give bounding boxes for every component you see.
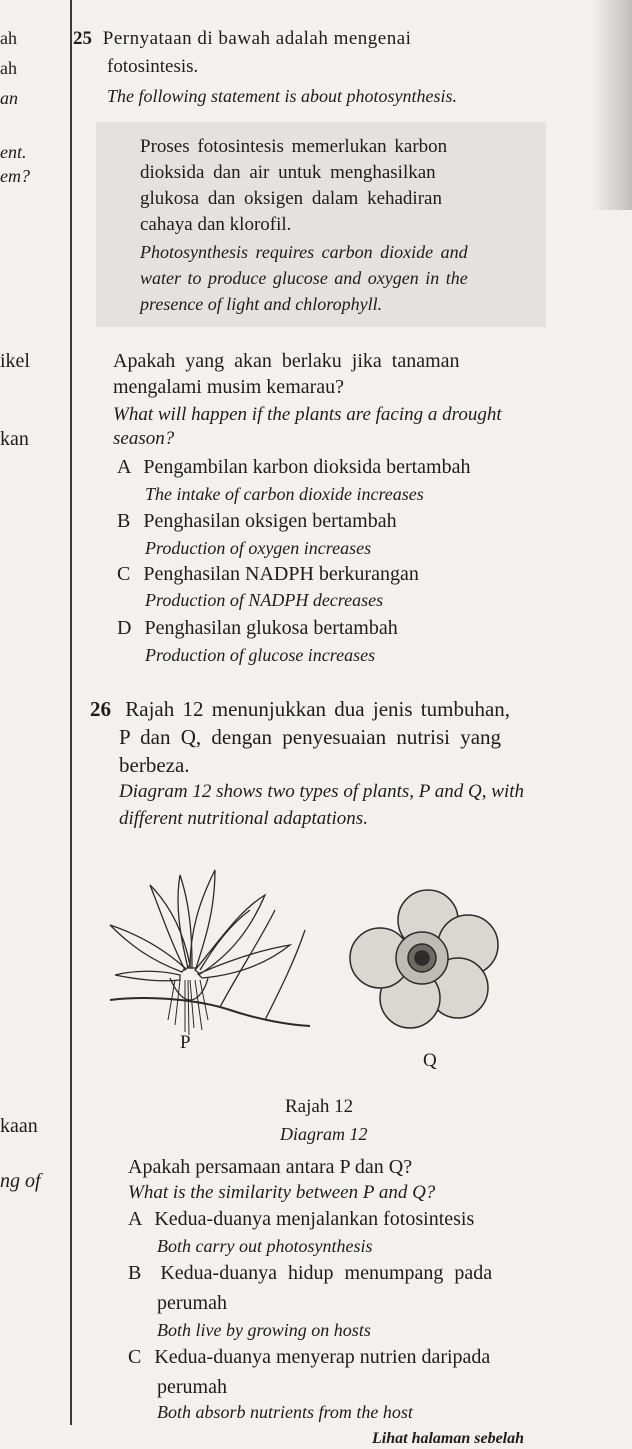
question-number: 25 (73, 28, 92, 49)
diagram-caption-translation: Diagram 12 (280, 1124, 368, 1144)
diagram-caption: Rajah 12 (285, 1096, 354, 1117)
intro-translation: different nutritional adaptations. (119, 808, 368, 829)
margin-fragment: em? (0, 166, 30, 186)
margin-fragment: ent. (0, 142, 27, 162)
option-c[interactable] (117, 563, 419, 586)
intro-translation: Diagram 12 shows two types of plants, P and Q, with (119, 781, 525, 802)
option-translation: Production of NADPH decreases (145, 590, 384, 610)
plant-p-drawing (110, 870, 310, 1035)
question-26-intro (90, 697, 510, 722)
option-text: Penghasilan NADPH berkurangan (143, 563, 419, 585)
option-translation: Both absorb nutrients from the host (157, 1402, 413, 1422)
margin-fragment: ah (0, 28, 17, 48)
option-b[interactable] (117, 510, 397, 533)
option-translation: Both live by growing on hosts (157, 1320, 371, 1340)
intro-translation: The following statement is about photosynthesis. (107, 86, 457, 106)
question-text: Apakah yang akan berlaku jika tanaman (113, 350, 460, 372)
option-letter: A (117, 456, 131, 478)
next-page-note: Lihat halaman sebelah (372, 1430, 525, 1447)
question-number: 26 (90, 697, 111, 721)
statement-translation: water to produce glucose and oxygen in the (140, 268, 468, 288)
option-translation: Production of oxygen increases (145, 538, 372, 558)
statement-translation: presence of light and chlorophyll. (140, 294, 383, 314)
option-text: Kedua-duanya menyerap nutrien daripada (154, 1346, 491, 1368)
question-text: mengalami musim kemarau? (113, 376, 345, 398)
option-text: Pengambilan karbon dioksida bertambah (143, 456, 471, 478)
intro-text: berbeza. (119, 753, 190, 777)
label-p: P (180, 1032, 191, 1053)
question-translation: What will happen if the plants are facing a drought (113, 404, 502, 425)
statement-line: cahaya dan klorofil. (140, 214, 292, 235)
intro-text: Pernyataan di bawah adalah mengenai (102, 28, 412, 49)
option-c[interactable] (128, 1346, 490, 1369)
intro-text: fotosintesis. (107, 56, 199, 77)
option-letter: C (117, 563, 131, 585)
option-letter: B (117, 510, 131, 532)
option-letter: B (128, 1262, 142, 1284)
option-translation: Production of glucose increases (145, 645, 376, 665)
statement-line: dioksida dan air untuk menghasilkan (140, 162, 436, 183)
option-text: perumah (157, 1292, 227, 1314)
margin-fragment: kan (0, 428, 29, 450)
option-text: Kedua-duanya menjalankan fotosintesis (154, 1208, 475, 1230)
margin-fragment: ah (0, 58, 17, 78)
margin-fragment: an (0, 88, 18, 108)
margin-fragment: ikel (0, 350, 30, 372)
column-divider (70, 0, 72, 1425)
option-b[interactable] (128, 1262, 492, 1285)
option-text: Penghasilan glukosa bertambah (144, 617, 398, 639)
option-text: perumah (157, 1376, 227, 1398)
plant-q-drawing (350, 890, 498, 1028)
question-translation: season? (113, 428, 175, 449)
option-letter: C (128, 1346, 142, 1368)
option-letter: D (117, 617, 132, 639)
statement-line: glukosa dan oksigen dalam kehadiran (140, 188, 442, 209)
statement-translation: Photosynthesis requires carbon dioxide and (140, 242, 468, 262)
intro-text: P dan Q, dengan penyesuaian nutrisi yang (119, 725, 502, 749)
margin-fragment: ng of (0, 1170, 41, 1192)
question-text: Apakah persamaan antara P dan Q? (128, 1156, 413, 1178)
diagram-12 (90, 850, 530, 1050)
option-d[interactable] (117, 617, 398, 640)
statement-line: Proses fotosintesis memerlukan karbon (140, 136, 448, 157)
option-letter: A (128, 1208, 142, 1230)
option-translation: The intake of carbon dioxide increases (145, 484, 424, 504)
option-a[interactable] (128, 1208, 474, 1231)
option-text: Penghasilan oksigen bertambah (143, 510, 397, 532)
option-text: Kedua-duanya hidup menumpang pada (160, 1262, 493, 1284)
intro-text: Rajah 12 menunjukkan dua jenis tumbuhan, (125, 697, 511, 721)
option-a[interactable] (117, 456, 470, 479)
margin-fragment: kaan (0, 1115, 38, 1137)
label-q: Q (423, 1050, 437, 1071)
option-translation: Both carry out photosynthesis (157, 1236, 373, 1256)
question-translation: What is the similarity between P and Q? (128, 1182, 436, 1203)
page-shadow (592, 0, 632, 210)
question-25-intro (73, 28, 411, 50)
